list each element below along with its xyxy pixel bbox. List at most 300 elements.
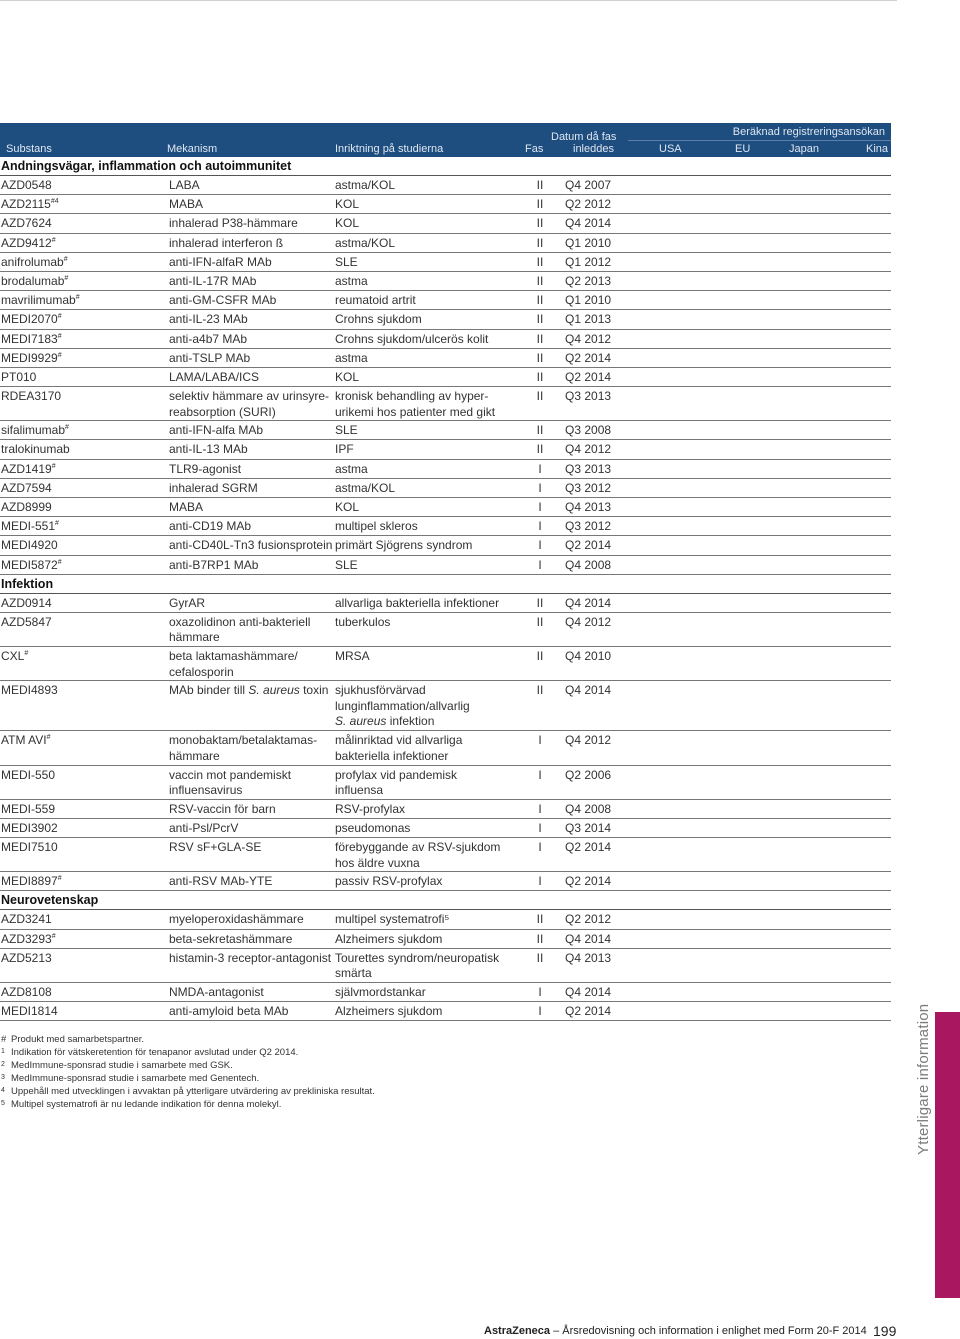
substans-cell xyxy=(1,519,166,535)
fas-cell: I xyxy=(538,801,542,816)
footnote-text: MedImmune-sponsrad studie i samarbete med Genentech. xyxy=(11,1073,260,1084)
substans-cell xyxy=(1,274,166,290)
header-usa: USA xyxy=(659,143,682,155)
fas-cell: II xyxy=(536,950,544,965)
mekanism-cell: GyrAR xyxy=(169,595,205,610)
datum-cell: Q1 2012 xyxy=(565,254,612,269)
datum-cell: Q4 2012 xyxy=(565,733,612,748)
footnote xyxy=(1,1046,375,1059)
side-label xyxy=(910,1003,932,1155)
footnote-marker: 5 xyxy=(1,1100,5,1107)
table-row xyxy=(0,498,891,517)
substans-name: MEDI5872 xyxy=(1,557,58,572)
substans-name: ATM AVI xyxy=(1,733,47,748)
table-row xyxy=(0,214,891,233)
substans-name: MEDI7510 xyxy=(1,840,58,855)
page-number: 199 xyxy=(873,1323,897,1339)
datum-cell: Q3 2014 xyxy=(565,820,612,835)
substans-name: mavrilimumab xyxy=(1,293,76,308)
header-datum-line2: inleddes xyxy=(573,143,614,155)
footnote-mark: # xyxy=(57,558,62,566)
fas-cell: II xyxy=(536,254,544,269)
footnote-text: Multipel systematrofi är nu ledande indikation för denna molekyl. xyxy=(11,1099,282,1110)
substans-cell xyxy=(1,733,166,749)
inriktning-cell: målinriktad vid allvarliga bakteriella infektioner xyxy=(335,733,463,763)
inriktning-cell: sjukhusförvärvad lunginflammation/allvarlig S. aureus infektion xyxy=(335,683,470,729)
datum-cell: Q3 2013 xyxy=(565,389,612,404)
table-row xyxy=(0,731,891,765)
inriktning-cell: allvarliga bakteriella infektioner xyxy=(335,595,500,610)
mekanism-cell: anti-IFN-alfa MAb xyxy=(169,423,264,438)
mekanism-cell: anti-Psl/PcrV xyxy=(169,820,239,835)
footnote-mark: # xyxy=(65,424,69,432)
table-row xyxy=(0,766,891,800)
inriktning-cell: SLE xyxy=(335,254,358,269)
datum-cell: Q4 2008 xyxy=(565,557,612,572)
inriktning-cell: KOL xyxy=(335,369,360,384)
footnote-marker: # xyxy=(1,1034,7,1045)
datum-cell: Q4 2012 xyxy=(565,614,612,629)
footnote-mark: # xyxy=(57,313,62,321)
datum-cell: Q4 2013 xyxy=(565,950,612,965)
mekanism-cell: NMDA-antagonist xyxy=(169,985,264,999)
substans-name: MEDI8897 xyxy=(1,874,58,889)
datum-cell: Q2 2014 xyxy=(565,350,612,365)
table-row xyxy=(0,421,891,440)
fas-cell: II xyxy=(536,931,544,946)
fas-cell: II xyxy=(536,216,544,231)
mekanism-cell: monobaktam/betalaktamas- hämmare xyxy=(169,733,318,763)
substans-name: AZD8108 xyxy=(1,985,52,999)
table-row xyxy=(0,910,891,929)
datum-cell: Q2 2006 xyxy=(565,767,612,782)
fas-cell: II xyxy=(536,369,544,384)
table-row xyxy=(0,330,891,349)
substans-cell xyxy=(1,802,166,818)
table-row xyxy=(0,647,891,681)
table-row xyxy=(0,1002,891,1021)
footnote-mark: # xyxy=(51,236,56,244)
substans-name: MEDI9929 xyxy=(1,350,58,365)
fas-cell: II xyxy=(536,235,544,250)
mekanism-cell: MAb binder till S. aureus toxin xyxy=(169,683,329,698)
mekanism-cell: MABA xyxy=(169,500,204,514)
mekanism-cell: oxazolidinon anti-bakteriell hämmare xyxy=(169,614,311,645)
substans-cell xyxy=(1,462,166,478)
substans-cell xyxy=(1,500,166,516)
footnote-mark: #4 xyxy=(50,198,59,206)
fas-cell: I xyxy=(538,767,542,782)
mekanism-cell: anti-amyloid beta MAb xyxy=(169,1004,289,1019)
substans-name: MEDI4920 xyxy=(1,538,58,553)
datum-cell: Q2 2013 xyxy=(565,273,612,288)
substans-cell xyxy=(1,932,166,948)
header-substans: Substans xyxy=(6,143,52,155)
footnote xyxy=(1,1059,375,1072)
table-row xyxy=(0,349,891,368)
mekanism-cell: RSV sF+GLA-SE xyxy=(169,840,262,855)
substans-cell xyxy=(1,312,166,328)
inriktning-cell: KOL xyxy=(335,216,360,231)
inriktning-cell: förebyggande av RSV-sjukdom hos äldre vuxna xyxy=(335,840,501,870)
table-row xyxy=(0,681,891,731)
datum-cell: Q1 2010 xyxy=(565,293,612,308)
table-row xyxy=(0,460,891,479)
datum-cell: Q4 2010 xyxy=(565,649,612,664)
table-row xyxy=(0,310,891,329)
footnote xyxy=(1,1085,375,1098)
datum-cell: Q4 2013 xyxy=(565,500,612,514)
inriktning-cell: KOL xyxy=(335,500,360,514)
footnote-text: Indikation för vätskeretention för tenapanor avslutad under Q2 2014. xyxy=(11,1047,299,1058)
inriktning-cell: SLE xyxy=(335,423,358,438)
table-row xyxy=(0,613,891,647)
mekanism-cell: MABA xyxy=(169,197,204,212)
fas-cell: II xyxy=(536,614,544,629)
substans-cell xyxy=(1,951,166,967)
datum-cell: Q4 2014 xyxy=(565,985,612,999)
substans-cell xyxy=(1,840,166,856)
substans-cell xyxy=(1,874,166,890)
footnote-mark: # xyxy=(51,932,56,940)
fas-cell: I xyxy=(538,480,542,495)
substans-cell xyxy=(1,236,166,252)
footnote-mark: # xyxy=(24,650,29,658)
substans-cell xyxy=(1,1004,166,1020)
footnote xyxy=(1,1098,375,1111)
substans-cell xyxy=(1,216,166,232)
section-title: Neurovetenskap xyxy=(0,891,891,910)
substans-name: MEDI4893 xyxy=(1,683,58,698)
table-row xyxy=(0,983,891,1002)
substans-cell xyxy=(1,558,166,574)
mekanism-cell: anti-IFN-alfaR MAb xyxy=(169,254,272,269)
datum-cell: Q2 2014 xyxy=(565,1004,612,1019)
substans-name: AZD7594 xyxy=(1,480,52,495)
substans-name: AZD9412 xyxy=(1,235,52,250)
datum-cell: Q4 2014 xyxy=(565,683,612,698)
fas-cell: II xyxy=(536,350,544,365)
fas-cell: I xyxy=(538,461,542,476)
inriktning-cell: Alzheimers sjukdom xyxy=(335,931,443,946)
inriktning-cell: Crohns sjukdom xyxy=(335,312,422,327)
footnote-mark: # xyxy=(51,462,56,470)
footnote-mark: # xyxy=(63,255,68,263)
datum-cell: Q4 2012 xyxy=(565,442,612,457)
inriktning-cell: RSV-profylax xyxy=(335,801,406,816)
substans-cell xyxy=(1,768,166,784)
substans-cell xyxy=(1,442,166,458)
datum-cell: Q2 2014 xyxy=(565,840,612,855)
fas-cell: I xyxy=(538,985,542,999)
substans-name: MEDI-550 xyxy=(1,767,56,782)
substans-name: AZD7624 xyxy=(1,216,52,231)
top-rule xyxy=(0,0,897,1)
table-row xyxy=(0,387,891,421)
fas-cell: II xyxy=(536,595,544,610)
inriktning-cell: multipel skleros xyxy=(335,519,418,534)
fas-cell: I xyxy=(538,538,542,553)
fas-cell: II xyxy=(536,389,544,404)
footnote-text: Produkt med samarbetspartner. xyxy=(11,1034,145,1045)
pipeline-table xyxy=(0,123,891,1021)
datum-cell: Q4 2014 xyxy=(565,216,612,231)
substans-name: AZD5847 xyxy=(1,614,52,629)
footnote-mark: # xyxy=(75,294,80,302)
mekanism-cell: anti-CD19 MAb xyxy=(169,519,252,534)
inriktning-cell: passiv RSV-profylax xyxy=(335,874,443,889)
side-label-text: Ytterligare information xyxy=(915,1003,932,1155)
mekanism-cell: anti-IL-13 MAb xyxy=(169,442,248,457)
fas-cell: II xyxy=(536,423,544,438)
substans-cell xyxy=(1,197,166,213)
fas-cell: I xyxy=(538,733,542,748)
fas-cell: I xyxy=(538,500,542,514)
footnote-text: Uppehåll med utvecklingen i avvaktan på ytterligare utvärdering av prekliniska resultat. xyxy=(11,1086,375,1097)
fas-cell: I xyxy=(538,1004,542,1019)
table-row xyxy=(0,872,891,891)
inriktning-cell: Alzheimers sjukdom xyxy=(335,1004,443,1019)
substans-name: AZD0548 xyxy=(1,178,52,192)
table-row xyxy=(0,479,891,498)
substans-cell xyxy=(1,370,166,386)
inriktning-cell: profylax vid pandemisk influensa xyxy=(335,767,458,797)
inriktning-cell: tuberkulos xyxy=(335,614,391,629)
substans-name: MEDI3902 xyxy=(1,820,58,835)
mekanism-cell: histamin-3 receptor-antagonist xyxy=(169,950,332,965)
section-title: Andningsvägar, inflammation och autoimmunitet xyxy=(0,157,891,176)
header-kina: Kina xyxy=(866,143,889,155)
footnote-text: MedImmune-sponsrad studie i samarbete med GSK. xyxy=(11,1060,233,1071)
table-row xyxy=(0,800,891,819)
datum-cell: Q3 2013 xyxy=(565,461,612,476)
substans-cell xyxy=(1,596,166,612)
mekanism-cell: anti-GM-CSFR MAb xyxy=(169,293,277,308)
footer-text: – Årsredovisning och information i enlighet med Form 20-F 2014 xyxy=(550,1325,867,1337)
substans-cell xyxy=(1,821,166,837)
table-row xyxy=(0,176,891,195)
datum-cell: Q2 2012 xyxy=(565,197,612,212)
inriktning-cell: pseudomonas xyxy=(335,820,411,835)
footnote-marker: 3 xyxy=(1,1074,5,1081)
header-datum-line1: Datum då fas xyxy=(551,131,617,143)
table-row xyxy=(0,195,891,214)
table-row xyxy=(0,536,891,555)
substans-cell xyxy=(1,351,166,367)
substans-cell xyxy=(1,293,166,309)
fas-cell: II xyxy=(536,331,544,346)
table-row xyxy=(0,594,891,613)
fas-cell: II xyxy=(536,683,544,698)
mekanism-cell: anti-IL-17R MAb xyxy=(169,273,257,288)
table-row xyxy=(0,556,891,575)
footnote-mark: # xyxy=(64,274,69,282)
mekanism-cell: vaccin mot pandemiskt influensavirus xyxy=(169,767,292,797)
inriktning-cell: IPF xyxy=(335,442,354,457)
table-row xyxy=(0,368,891,387)
fas-cell: II xyxy=(536,197,544,212)
table-row xyxy=(0,517,891,536)
footnote-mark: # xyxy=(46,734,51,742)
table-row xyxy=(0,440,891,459)
substans-name: MEDI-559 xyxy=(1,801,56,816)
substans-cell xyxy=(1,683,166,699)
substans-name: MEDI1814 xyxy=(1,1004,58,1019)
inriktning-cell: multipel systematrofi⁵ xyxy=(335,912,450,927)
inriktning-cell: primärt Sjögrens syndrom xyxy=(335,538,473,553)
fas-cell: II xyxy=(536,649,544,664)
datum-cell: Q2 2014 xyxy=(565,369,612,384)
table-row xyxy=(0,234,891,253)
header-japan: Japan xyxy=(789,143,819,155)
substans-cell xyxy=(1,538,166,554)
mekanism-cell: LABA xyxy=(169,178,200,192)
mekanism-cell: inhalerad SGRM xyxy=(169,480,258,495)
substans-cell xyxy=(1,423,166,439)
datum-cell: Q4 2014 xyxy=(565,595,612,610)
footnote-marker: 1 xyxy=(1,1048,5,1055)
substans-name: MEDI2070 xyxy=(1,312,58,327)
footer-brand: AstraZeneca xyxy=(484,1325,551,1337)
datum-cell: Q2 2014 xyxy=(565,538,612,553)
inriktning-cell: reumatoid artrit xyxy=(335,293,416,308)
substans-name: sifalimumab xyxy=(1,423,66,438)
footnote-mark: # xyxy=(57,351,62,359)
substans-cell xyxy=(1,178,166,194)
substans-name: AZD1419 xyxy=(1,461,52,476)
mekanism-cell: inhalerad P38-hämmare xyxy=(169,216,298,231)
substans-name: brodalumab xyxy=(1,273,65,288)
mekanism-cell: TLR9-agonist xyxy=(169,461,242,476)
page-footer xyxy=(484,1325,867,1337)
substans-name: AZD3293 xyxy=(1,931,52,946)
inriktning-cell: självmordstankar xyxy=(335,985,426,999)
inriktning-cell: Crohns sjukdom/ulcerös kolit xyxy=(335,331,489,346)
inriktning-cell: MRSA xyxy=(335,649,370,664)
fas-cell: II xyxy=(536,178,544,192)
section-title: Infektion xyxy=(0,575,891,594)
substans-cell xyxy=(1,912,166,928)
fas-cell: I xyxy=(538,840,542,855)
inriktning-cell: astma/KOL xyxy=(335,480,396,495)
mekanism-cell: anti-CD40L-Tn3 fusionsprotein xyxy=(169,538,333,553)
substans-name: AZD8999 xyxy=(1,500,52,514)
substans-name: RDEA3170 xyxy=(1,389,62,404)
inriktning-cell: SLE xyxy=(335,557,358,572)
table-row xyxy=(0,930,891,949)
footnote xyxy=(1,1033,375,1046)
table-row xyxy=(0,819,891,838)
inriktning-cell: astma xyxy=(335,461,368,476)
datum-cell: Q3 2008 xyxy=(565,423,612,438)
datum-cell: Q4 2012 xyxy=(565,331,612,346)
substans-cell xyxy=(1,332,166,348)
datum-cell: Q3 2012 xyxy=(565,480,612,495)
substans-cell xyxy=(1,255,166,271)
footnote-mark: # xyxy=(55,520,59,528)
mekanism-cell: anti-TSLP MAb xyxy=(169,350,251,365)
substans-name: MEDI-551 xyxy=(1,519,56,534)
header-mekanism: Mekanism xyxy=(167,143,218,155)
inriktning-cell: astma xyxy=(335,273,368,288)
fas-cell: I xyxy=(538,519,542,534)
substans-name: PT010 xyxy=(1,369,37,384)
header-beraknad: Beräknad registreringsansökan xyxy=(732,126,885,138)
substans-name: tralokinumab xyxy=(1,442,70,457)
table-row xyxy=(0,291,891,310)
substans-name: AZD0914 xyxy=(1,595,52,610)
footnote-mark: # xyxy=(57,332,62,340)
inriktning-cell: astma/KOL xyxy=(335,178,396,192)
footnotes xyxy=(1,1033,375,1111)
mekanism-cell: LAMA/LABA/ICS xyxy=(169,369,260,384)
inriktning-cell: kronisk behandling av hyper- urikemi hos patienter med gikt xyxy=(335,389,496,419)
datum-cell: Q2 2014 xyxy=(565,874,612,889)
mekanism-cell: anti-a4b7 MAb xyxy=(169,331,248,346)
mekanism-cell: myeloperoxidashämmare xyxy=(169,912,304,927)
fas-cell: II xyxy=(536,912,544,927)
mekanism-cell: RSV-vaccin för barn xyxy=(169,801,276,816)
substans-cell xyxy=(1,985,166,1001)
inriktning-cell: astma/KOL xyxy=(335,235,396,250)
mekanism-cell: beta-sekretashämmare xyxy=(169,931,293,946)
table-body xyxy=(0,157,891,1021)
substans-cell xyxy=(1,615,166,631)
datum-cell: Q4 2008 xyxy=(565,801,612,816)
footnote-mark: # xyxy=(57,875,62,883)
substans-name: anifrolumab xyxy=(1,254,64,269)
substans-cell xyxy=(1,389,166,405)
mekanism-cell: anti-RSV MAb-YTE xyxy=(169,874,273,889)
table-row xyxy=(0,253,891,272)
mekanism-cell: anti-IL-23 MAb xyxy=(169,312,248,327)
datum-cell: Q4 2014 xyxy=(565,931,612,946)
mekanism-cell: inhalerad interferon ß xyxy=(169,235,284,250)
datum-cell: Q2 2012 xyxy=(565,912,612,927)
header-divider xyxy=(628,140,891,141)
footnote-marker: 2 xyxy=(1,1061,5,1068)
substans-name: CXL xyxy=(1,649,25,664)
datum-cell: Q1 2010 xyxy=(565,235,612,250)
table-row xyxy=(0,272,891,291)
substans-cell xyxy=(1,481,166,497)
fas-cell: II xyxy=(536,293,544,308)
footnote xyxy=(1,1072,375,1085)
table-row xyxy=(0,838,891,872)
substans-cell xyxy=(1,649,166,665)
substans-name: MEDI7183 xyxy=(1,331,58,346)
header-fas: Fas xyxy=(525,143,544,155)
table-row xyxy=(0,949,891,983)
header-inriktning: Inriktning på studierna xyxy=(335,143,444,155)
fas-cell: I xyxy=(538,874,542,889)
inriktning-cell: KOL xyxy=(335,197,360,212)
footnote-marker: 4 xyxy=(1,1087,5,1094)
substans-name: AZD5213 xyxy=(1,950,52,965)
datum-cell: Q4 2007 xyxy=(565,178,612,192)
header-eu: EU xyxy=(735,143,751,155)
fas-cell: I xyxy=(538,557,542,572)
fas-cell: II xyxy=(536,442,544,457)
datum-cell: Q3 2012 xyxy=(565,519,612,534)
substans-name: AZD3241 xyxy=(1,912,52,927)
fas-cell: II xyxy=(536,273,544,288)
fas-cell: II xyxy=(536,312,544,327)
mekanism-cell: anti-B7RP1 MAb xyxy=(169,557,259,572)
mekanism-cell: selektiv hämmare av urinsyre- reabsorption (SURI) xyxy=(169,389,330,419)
substans-name: AZD2115 xyxy=(1,197,51,212)
inriktning-cell: Tourettes syndrom/neuropatisk smärta xyxy=(335,950,500,981)
